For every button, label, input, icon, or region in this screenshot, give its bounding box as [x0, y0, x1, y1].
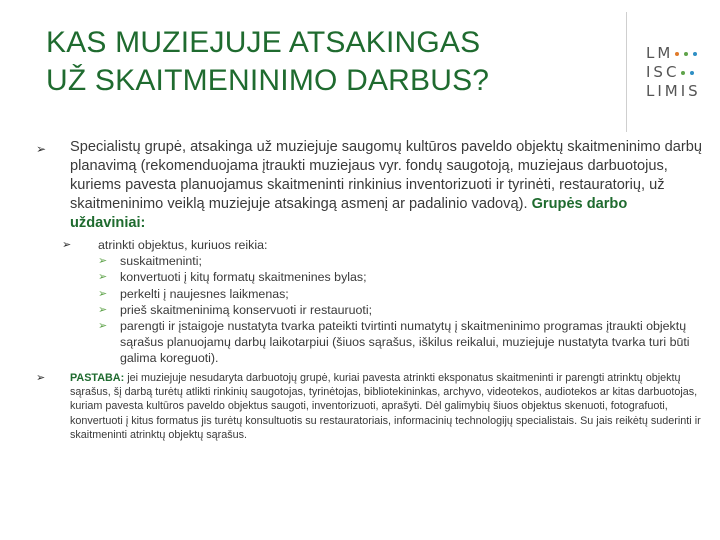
list-item	[98, 318, 706, 367]
arrowhead-bullet-icon: ➢	[62, 238, 72, 251]
list-item	[98, 302, 706, 318]
title-line-1: KAS MUZIEJUJE ATSAKINGAS	[46, 26, 481, 59]
slide-content	[36, 138, 706, 443]
green-dot-icon	[681, 71, 685, 75]
green-dot-icon	[684, 52, 688, 56]
list-item-text: parengti ir įstaigoje nustatyta tvarka pateikti tvirtinti numatytų į skaitmeninimo programas įtraukti objektų sąrašus planuojamų darbų laikotarpiui (šiuos sąrašus, iškilus reikalui, muziejuje nustatyta tvarka turi būti galima koreguoti).	[120, 319, 690, 366]
arrowhead-bullet-icon: ➢	[36, 370, 46, 384]
list-item-text: prieš skaitmeninimą konservuoti ir restauruoti;	[120, 302, 373, 317]
limis-logo	[646, 44, 712, 101]
logo-row-3	[646, 82, 712, 101]
blue-dot-icon	[690, 71, 694, 75]
note-text: jei muziejuje nesudaryta darbuotojų grupė, kuriai pavesta atrinkti eksponatus skaitmeninti ir parengti atrinktų objektų sąrašus, šį darbą turėtų atlikti rinkinių saugotojas, tyrinėtojas, bibliotekininkas, archyvo, videotekos, audiotekos ar kitas darbuotojas, kuriam pavesta kultūros paveldo objektus saugoti, inventorizuoti, aprašyti. Dėl galimybių šiuos objektus skenuoti, fotografuoti, konvertuoti į kitus formatus jis turėtų konsultuotis su restauratoriais, informacinių technologijų specialistais. Su jais reikėtų suderinti ir skaitmeninti atrinktų objektų sąrašus.	[70, 371, 701, 442]
title-line-2: UŽ SKAITMENINIMO DARBUS?	[46, 64, 490, 97]
logo-row-2	[646, 63, 712, 82]
arrowhead-bullet-icon: ➢	[36, 142, 47, 156]
list-item-text: konvertuoti į kitų formatų skaitmenines bylas;	[120, 270, 367, 285]
logo-row-3-text: LIMIS	[646, 82, 701, 100]
logo-row-1-text: LM	[646, 44, 674, 62]
list-item	[98, 286, 706, 302]
main-bullet-text: Specialistų grupė, atsakinga už muziejuje saugomų kultūros paveldo objektų skaitmeninimo darbų planavimą (rekomenduojama įtraukti muziejaus vyr. fondų saugotoją, muziejaus darbuotojus, kuriems pavesta planuojamus skaitmeninti rinkinius inventorizuoti ir tyrinėti, restauratorių, už skaitmeninimo veiklą muziejuje atsakingą asmenį ar padalinio vadovą).	[70, 139, 702, 212]
blue-dot-icon	[693, 52, 697, 56]
arrowhead-bullet-icon: ➢	[98, 286, 108, 300]
slide-title	[46, 24, 606, 100]
logo-row-2-text: ISC	[646, 63, 680, 81]
list-item	[98, 253, 706, 269]
list-item-text: perkelti į naujesnes laikmenas;	[120, 286, 289, 301]
arrowhead-bullet-icon: ➢	[98, 319, 108, 333]
arrowhead-bullet-icon: ➢	[98, 254, 108, 268]
sub-bullet-text: atrinkti objektus, kuriuos reikia:	[98, 238, 268, 252]
list-item	[98, 269, 706, 285]
task-list	[98, 253, 706, 366]
list-item-text: suskaitmeninti;	[120, 254, 202, 269]
arrowhead-bullet-icon: ➢	[98, 302, 108, 316]
logo-row-1	[646, 44, 712, 63]
vertical-divider	[626, 12, 627, 132]
note-label: PASTABA:	[70, 371, 125, 384]
arrowhead-bullet-icon: ➢	[98, 270, 108, 284]
note-bullet	[36, 371, 706, 443]
orange-dot-icon	[675, 52, 679, 56]
sub-bullet	[36, 237, 706, 367]
main-bullet-emphasis: Grupės darbo uždaviniai:	[70, 196, 628, 231]
main-bullet	[36, 138, 706, 233]
